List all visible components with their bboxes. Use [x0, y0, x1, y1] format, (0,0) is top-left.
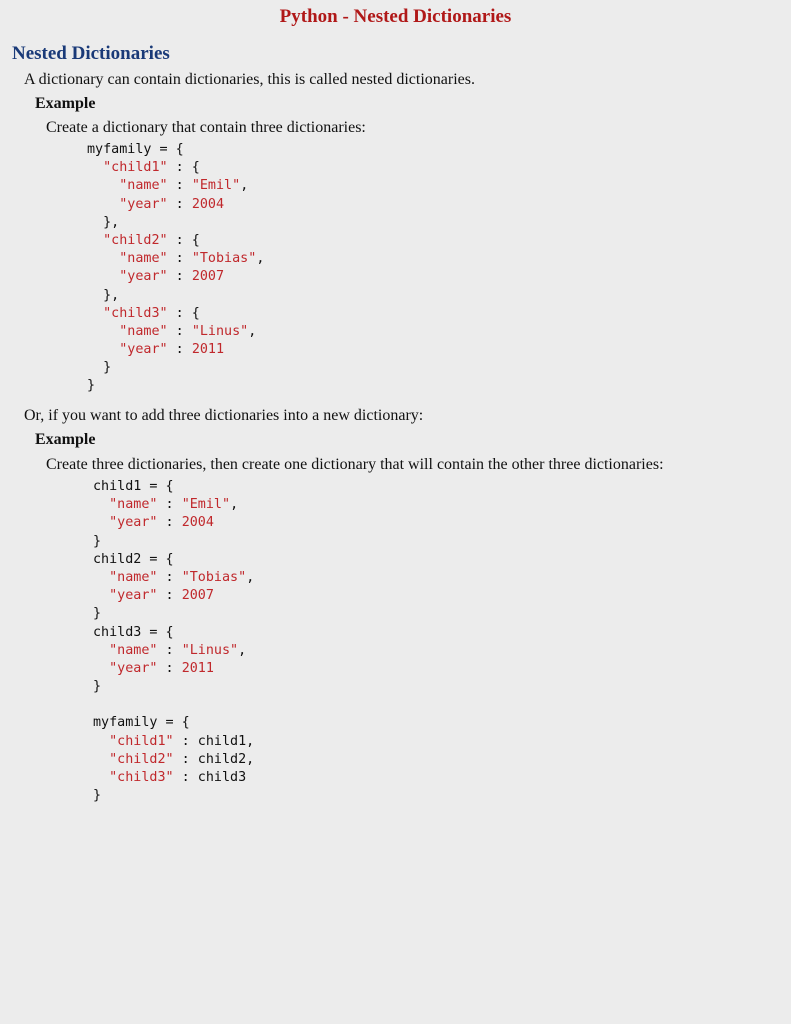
intro-paragraph: A dictionary can contain dictionaries, this is called nested dictionaries. [24, 71, 475, 88]
code-text [87, 197, 119, 212]
code-text: : [157, 569, 182, 585]
code-text [87, 233, 103, 248]
code-text [87, 324, 119, 339]
code-text [93, 661, 109, 676]
code-line [93, 569, 254, 587]
code-line [87, 177, 264, 195]
code-text [87, 160, 103, 175]
code-text: } [87, 360, 112, 376]
code-line [93, 751, 254, 769]
code-line [87, 214, 264, 232]
code-text [93, 588, 109, 603]
code-text: , [246, 569, 255, 585]
code-text [93, 497, 109, 512]
code-block-2 [93, 478, 254, 805]
code-text: , [240, 178, 249, 194]
code-text: , [256, 251, 265, 267]
code-text: : [167, 251, 192, 267]
code-text [93, 752, 109, 767]
code-text: : { [167, 160, 200, 176]
code-text: : [157, 497, 182, 513]
code-line [87, 377, 264, 395]
code-literal: "name" [119, 323, 168, 339]
code-text: , [238, 642, 247, 658]
code-text: : [167, 178, 192, 194]
code-line [87, 196, 264, 214]
code-text: : [157, 660, 182, 676]
code-line [93, 478, 254, 496]
code-line [93, 660, 254, 678]
code-line [87, 232, 264, 250]
code-text: child2 = { [93, 551, 174, 567]
code-text [93, 734, 109, 749]
code-text: : child2, [173, 751, 255, 767]
code-literal: "Emil" [191, 178, 241, 194]
code-text: } [93, 788, 102, 804]
code-line [93, 605, 254, 623]
code-line [93, 551, 254, 569]
code-literal: "Tobias" [181, 569, 247, 585]
code-text: , [230, 497, 239, 513]
code-literal: 2004 [191, 196, 225, 212]
code-text: : [157, 515, 182, 531]
code-literal: 2007 [191, 269, 225, 285]
code-line [87, 141, 264, 159]
code-line [87, 359, 264, 377]
code-literal: "year" [109, 588, 158, 604]
code-literal: 2004 [181, 515, 214, 531]
code-text: : { [167, 232, 200, 248]
code-literal: "child2" [109, 751, 174, 767]
code-line [87, 305, 264, 323]
code-literal: "name" [109, 497, 158, 513]
code-literal: "Tobias" [191, 251, 257, 267]
code-line [93, 624, 254, 642]
code-line [93, 678, 254, 696]
code-literal: "Emil" [181, 497, 231, 513]
code-text: : child1, [173, 733, 255, 749]
code-literal: "name" [109, 569, 158, 585]
code-text: : [167, 323, 192, 339]
code-literal: "year" [109, 660, 158, 676]
transition-paragraph: Or, if you want to add three dictionaries into a new dictionary: [24, 407, 424, 424]
example-2-description: Create three dictionaries, then create one dictionary that will contain the other three dictionaries: [46, 456, 664, 473]
code-literal: 2011 [191, 342, 225, 358]
code-line [93, 533, 254, 551]
code-text: child3 = { [93, 624, 174, 640]
code-text: } [87, 378, 96, 394]
code-block-1 [87, 141, 264, 396]
code-line [93, 642, 254, 660]
code-line [93, 696, 254, 714]
code-text: myfamily = { [87, 142, 184, 157]
code-literal: "year" [119, 269, 168, 285]
code-text [87, 306, 103, 321]
page-title: Python - Nested Dictionaries [279, 6, 512, 27]
code-text: : [157, 642, 182, 658]
code-literal: "child3" [109, 770, 174, 785]
code-literal: "year" [119, 196, 168, 212]
code-literal: "year" [109, 515, 158, 531]
code-line [87, 323, 264, 341]
code-text [87, 269, 119, 284]
code-text [87, 251, 119, 266]
code-text: : [167, 269, 192, 285]
code-literal: "name" [119, 178, 168, 194]
code-text: }, [87, 287, 120, 303]
code-text: : [167, 196, 192, 212]
code-text [93, 570, 109, 585]
code-line [87, 341, 264, 359]
code-line [87, 159, 264, 177]
code-literal: "name" [119, 251, 168, 267]
code-literal: "child1" [103, 160, 168, 176]
code-line [93, 769, 254, 787]
code-literal: "child1" [109, 733, 174, 749]
code-line [93, 514, 254, 532]
example-1-label: Example [35, 95, 96, 112]
code-literal: "year" [119, 342, 168, 358]
code-line [93, 496, 254, 514]
code-text: : child3 [173, 770, 247, 785]
code-text: }, [87, 214, 120, 230]
code-literal: 2007 [181, 588, 214, 604]
code-line [93, 587, 254, 605]
code-text [93, 643, 109, 658]
code-text: } [93, 606, 102, 622]
code-line [93, 787, 254, 805]
example-2-label: Example [35, 431, 96, 448]
code-text: } [93, 533, 102, 549]
code-text: myfamily = { [93, 715, 190, 731]
code-literal: "Linus" [191, 323, 249, 339]
code-literal: "child2" [103, 232, 168, 248]
code-text: : { [167, 305, 200, 321]
code-text: } [93, 679, 102, 695]
code-text: child1 = { [93, 479, 174, 494]
code-text [87, 342, 119, 357]
code-line [93, 733, 254, 751]
code-line [93, 714, 254, 732]
code-literal: "Linus" [181, 642, 239, 658]
section-heading: Nested Dictionaries [12, 43, 170, 64]
code-literal: "name" [109, 642, 158, 658]
code-text [93, 515, 109, 530]
code-line [87, 268, 264, 286]
code-text: : [167, 342, 192, 358]
code-text [93, 770, 109, 785]
code-literal: "child3" [103, 305, 168, 321]
example-1-description: Create a dictionary that contain three dictionaries: [46, 119, 366, 136]
code-text: , [248, 323, 257, 339]
code-text: : [157, 588, 182, 604]
code-line [87, 250, 264, 268]
code-line [87, 287, 264, 305]
code-text [87, 178, 119, 193]
code-literal: 2011 [181, 660, 214, 676]
